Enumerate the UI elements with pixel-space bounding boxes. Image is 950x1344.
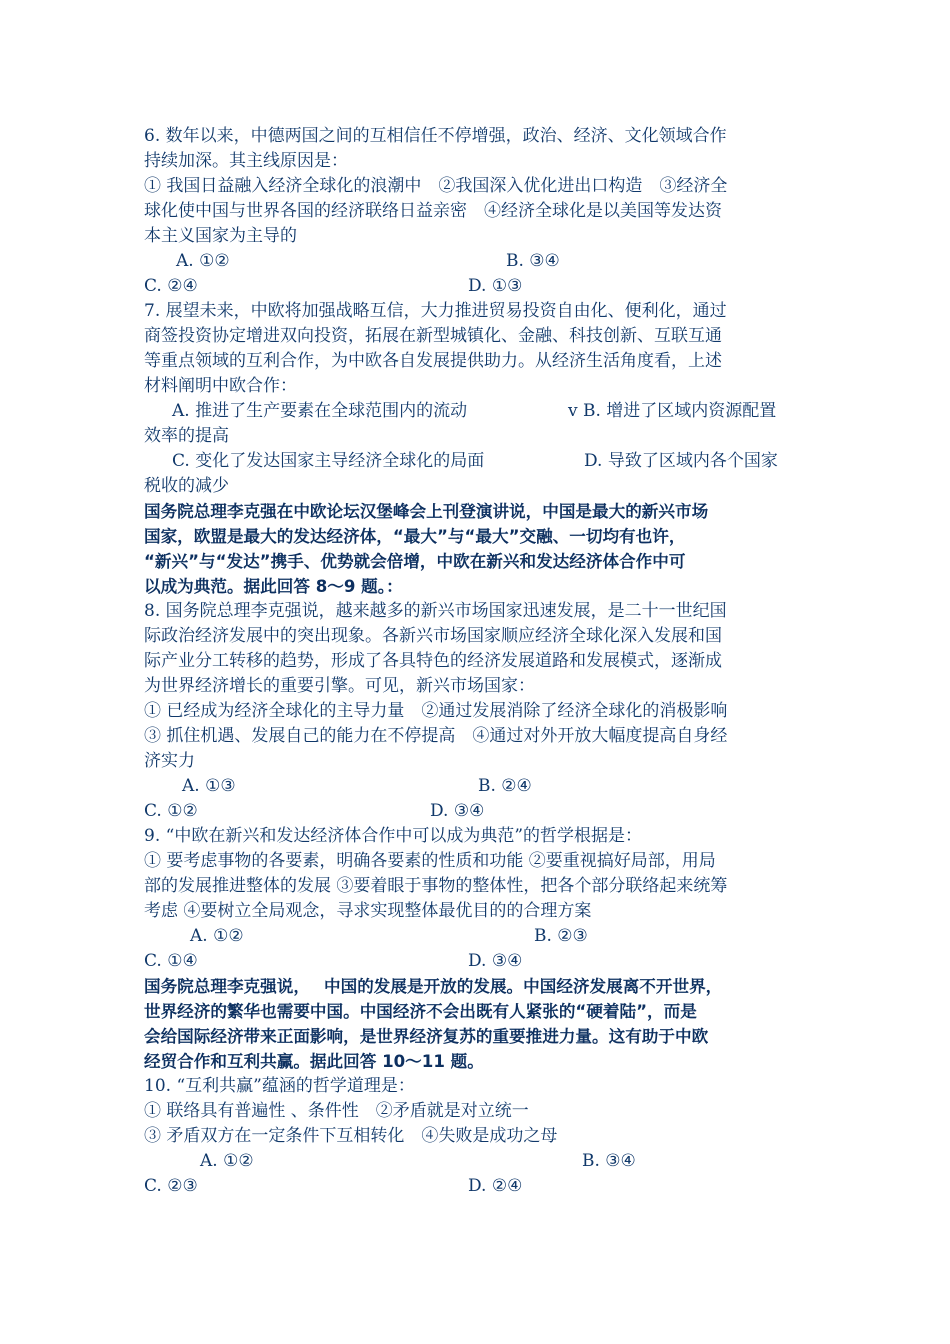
question-line: 际政治经济发展中的突出现象。各新兴市场国家顺应经济全球化深入发展和国 [144, 626, 722, 646]
option-continuation: 效率的提高 [144, 426, 229, 446]
question-line: ① 联络具有普遍性 、条件性 ②矛盾就是对立统一 [144, 1101, 529, 1121]
question-line: 持续加深。其主线原因是： [144, 151, 348, 171]
passage-line: “新兴”与“发达”携手、优势就会倍增，中欧在新兴和发达经济体合作中可 [144, 552, 686, 571]
question-line: ① 已经成为经济全球化的主导力量 ②通过发展消除了经济全球化的消极影响 [144, 701, 728, 721]
question-line: 7. 展望未来，中欧将加强战略互信，大力推进贸易投资自由化、便利化，通过 [144, 301, 727, 321]
option-row [144, 399, 804, 424]
option-a: A. ①② [200, 1151, 254, 1171]
passage-line: 世界经济的繁华也需要中国。中国经济不会出既有人紧张的“硬着陆”，而是 [144, 1002, 697, 1021]
question-line: 商签投资协定增进双向投资，拓展在新型城镇化、金融、科技创新、互联互通 [144, 326, 722, 346]
question-line: 10. “互利共赢”蕴涵的哲学道理是： [144, 1076, 415, 1096]
exam-page [144, 124, 804, 1199]
question-line: ① 我国日益融入经济全球化的浪潮中 ②我国深入优化进出口构造 ③经济全 [144, 176, 728, 196]
option-a: A. ①③ [182, 776, 236, 796]
option-a: A. 推进了生产要素在全球范围内的流动 [172, 401, 468, 421]
option-row [144, 774, 804, 799]
passage-line: 国务院总理李克强说， 中国的发展是开放的发展。中国经济发展离不开世界， [144, 977, 723, 996]
passage-line: 国家，欧盟是最大的发达经济体，“最大”与“最大”交融、一切均有也许， [144, 527, 686, 546]
option-row [144, 799, 804, 824]
question-line: 等重点领域的互利合作，为中欧各自发展提供助力。从经济生活角度看，上述 [144, 351, 722, 371]
question-line: 济实力 [144, 751, 195, 771]
question-line: 为世界经济增长的重要引擎。可见，新兴市场国家： [144, 676, 535, 696]
option-b: B. ③④ [582, 1151, 636, 1171]
question-9 [144, 824, 804, 974]
option-c: C. ①② [144, 801, 198, 821]
option-d: D. ③④ [468, 951, 523, 971]
option-b: B. ③④ [506, 251, 560, 271]
question-7 [144, 299, 804, 499]
question-line: 球化使中国与世界各国的经济联络日益亲密 ④经济全球化是以美国等发达资 [144, 201, 722, 221]
question-line: ① 要考虑事物的各要素，明确各要素的性质和功能 ②要重视搞好局部，用局 [144, 851, 716, 871]
question-line: ③ 抓住机遇、发展自己的能力在不停提高 ④通过对外开放大幅度提高自身经 [144, 726, 728, 746]
option-d: D. 导致了区域内各个国家 [584, 451, 778, 471]
option-c: C. ②④ [144, 276, 198, 296]
option-a: A. ①② [190, 926, 244, 946]
question-line: 际产业分工转移的趋势，形成了各具特色的经济发展道路和发展模式，逐渐成 [144, 651, 722, 671]
option-row [144, 924, 804, 949]
question-line: 本主义国家为主导的 [144, 226, 297, 246]
question-line: 部的发展推进整体的发展 ③要着眼于事物的整体性，把各个部分联络起来统筹 [144, 876, 728, 896]
question-10 [144, 1074, 804, 1199]
option-c: C. ②③ [144, 1176, 198, 1196]
passage-line: 国务院总理李克强在中欧论坛汉堡峰会上刊登演讲说，中国是最大的新兴市场 [144, 502, 709, 521]
option-d: D. ②④ [468, 1176, 523, 1196]
option-d: D. ③④ [430, 801, 485, 821]
option-row [144, 1174, 804, 1199]
question-line: ③ 矛盾双方在一定条件下互相转化 ④失败是成功之母 [144, 1126, 558, 1146]
option-row [144, 249, 804, 274]
option-c: C. 变化了发达国家主导经济全球化的局面 [172, 451, 485, 471]
question-line: 考虑 ④要树立全局观念，寻求实现整体最优目的的合理方案 [144, 901, 592, 921]
passage-10-11 [144, 974, 804, 1074]
question-line: 6. 数年以来，中德两国之间的互相信任不停增强，政治、经济、文化领域合作 [144, 126, 727, 146]
option-row [144, 449, 804, 474]
question-8 [144, 599, 804, 824]
option-row [144, 949, 804, 974]
option-b: v B. 增进了区域内资源配置 [568, 401, 777, 421]
option-d: D. ①③ [468, 276, 523, 296]
option-b: B. ②④ [478, 776, 532, 796]
passage-8-9 [144, 499, 804, 599]
option-row [144, 1149, 804, 1174]
question-line: 9. “中欧在新兴和发达经济体合作中可以成为典范”的哲学根据是： [144, 826, 643, 846]
option-a: A. ①② [176, 251, 230, 271]
question-line: 材料阐明中欧合作： [144, 376, 297, 396]
passage-line: 会给国际经济带来正面影响，是世界经济复苏的重要推进力量。这有助于中欧 [144, 1027, 709, 1046]
option-continuation: 税收的减少 [144, 476, 229, 496]
passage-line: 以成为典范。据此回答 8～9 题。： [144, 577, 403, 596]
option-c: C. ①④ [144, 951, 198, 971]
question-6 [144, 124, 804, 299]
option-row [144, 274, 804, 299]
passage-line: 经贸合作和互利共赢。据此回答 10～11 题。 [144, 1052, 484, 1071]
question-line: 8. 国务院总理李克强说，越来越多的新兴市场国家迅速发展，是二十一世纪国 [144, 601, 727, 621]
option-b: B. ②③ [534, 926, 588, 946]
